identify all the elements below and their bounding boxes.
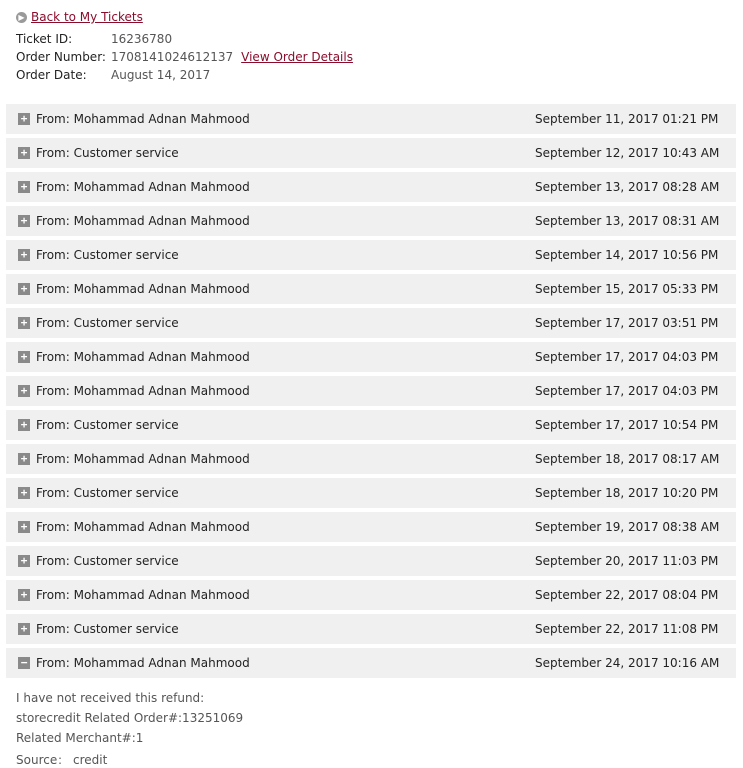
message-row[interactable] xyxy=(6,376,736,406)
message-date: September 22, 2017 08:04 PM xyxy=(535,588,719,602)
message-date: September 20, 2017 11:03 PM xyxy=(535,554,719,568)
collapse-icon[interactable]: − xyxy=(18,657,30,669)
expand-icon[interactable]: + xyxy=(18,487,30,499)
order-date-label: Order Date: xyxy=(16,68,87,82)
message-row[interactable] xyxy=(6,104,736,134)
ticket-id-row xyxy=(16,31,172,47)
message-date: September 14, 2017 10:56 PM xyxy=(535,248,719,262)
message-row[interactable] xyxy=(6,308,736,338)
expand-icon[interactable]: + xyxy=(18,385,30,397)
message-body-line: I have not received this refund: xyxy=(16,691,205,705)
view-order-details-link[interactable]: View Order Details xyxy=(241,50,353,64)
message-sender: From: Customer service xyxy=(36,418,179,432)
message-date: September 18, 2017 10:20 PM xyxy=(535,486,719,500)
expand-icon[interactable]: + xyxy=(18,351,30,363)
message-row[interactable] xyxy=(6,614,736,644)
message-row[interactable] xyxy=(6,138,736,168)
message-row[interactable] xyxy=(6,546,736,576)
expand-icon[interactable]: + xyxy=(18,113,30,125)
message-date: September 22, 2017 11:08 PM xyxy=(535,622,719,636)
expand-icon[interactable]: + xyxy=(18,623,30,635)
message-date: September 17, 2017 04:03 PM xyxy=(535,384,719,398)
message-sender: From: Mohammad Adnan Mahmood xyxy=(36,214,250,228)
expand-icon[interactable]: + xyxy=(18,453,30,465)
message-row[interactable] xyxy=(6,444,736,474)
message-sender: From: Customer service xyxy=(36,554,179,568)
message-thread xyxy=(6,104,736,682)
order-number-value: 1708141024612137 xyxy=(111,50,234,64)
expand-icon[interactable]: + xyxy=(18,589,30,601)
order-number-label: Order Number: xyxy=(16,50,106,64)
message-body-line: Source： credit xyxy=(16,753,108,767)
order-date-row xyxy=(16,67,210,83)
expand-icon[interactable]: + xyxy=(18,181,30,193)
message-sender: From: Customer service xyxy=(36,146,179,160)
expand-icon[interactable]: + xyxy=(18,555,30,567)
expand-icon[interactable]: + xyxy=(18,249,30,261)
message-row[interactable] xyxy=(6,648,736,678)
expand-icon[interactable]: + xyxy=(18,215,30,227)
message-sender: From: Customer service xyxy=(36,486,179,500)
expand-icon[interactable]: + xyxy=(18,147,30,159)
message-sender: From: Customer service xyxy=(36,248,179,262)
message-row[interactable] xyxy=(6,274,736,304)
message-date: September 19, 2017 08:38 AM xyxy=(535,520,720,534)
ticket-id-label: Ticket ID: xyxy=(16,32,73,46)
message-date: September 24, 2017 10:16 AM xyxy=(535,656,720,670)
back-to-tickets-link[interactable] xyxy=(16,10,143,24)
message-date: September 12, 2017 10:43 AM xyxy=(535,146,720,160)
message-row[interactable] xyxy=(6,512,736,542)
message-date: September 11, 2017 01:21 PM xyxy=(535,112,719,126)
message-sender: From: Customer service xyxy=(36,316,179,330)
message-body-line: Related Merchant#:1 xyxy=(16,731,144,745)
message-sender: From: Mohammad Adnan Mahmood xyxy=(36,350,250,364)
expand-icon[interactable]: + xyxy=(18,317,30,329)
message-row[interactable] xyxy=(6,478,736,508)
expand-icon[interactable]: + xyxy=(18,521,30,533)
message-row[interactable] xyxy=(6,342,736,372)
message-row[interactable] xyxy=(6,580,736,610)
expand-icon[interactable]: + xyxy=(18,419,30,431)
message-date: September 13, 2017 08:31 AM xyxy=(535,214,720,228)
message-date: September 13, 2017 08:28 AM xyxy=(535,180,720,194)
message-date: September 17, 2017 03:51 PM xyxy=(535,316,719,330)
message-row[interactable] xyxy=(6,206,736,236)
message-row[interactable] xyxy=(6,410,736,440)
back-to-tickets-label[interactable]: Back to My Tickets xyxy=(31,10,143,24)
message-date: September 15, 2017 05:33 PM xyxy=(535,282,719,296)
message-date: September 18, 2017 08:17 AM xyxy=(535,452,720,466)
message-body-line: storecredit Related Order#:13251069 xyxy=(16,711,244,725)
message-sender: From: Mohammad Adnan Mahmood xyxy=(36,520,250,534)
message-sender: From: Mohammad Adnan Mahmood xyxy=(36,180,250,194)
message-date: September 17, 2017 04:03 PM xyxy=(535,350,719,364)
message-sender: From: Mohammad Adnan Mahmood xyxy=(36,384,250,398)
order-date-value: August 14, 2017 xyxy=(111,68,211,82)
message-date: September 17, 2017 10:54 PM xyxy=(535,418,719,432)
message-row[interactable] xyxy=(6,172,736,202)
order-number-row xyxy=(16,49,353,65)
message-row[interactable] xyxy=(6,240,736,270)
message-sender: From: Customer service xyxy=(36,622,179,636)
message-sender: From: Mohammad Adnan Mahmood xyxy=(36,282,250,296)
arrow-right-icon: ▶ xyxy=(16,12,27,23)
message-sender: From: Mohammad Adnan Mahmood xyxy=(36,112,250,126)
message-sender: From: Mohammad Adnan Mahmood xyxy=(36,656,250,670)
message-sender: From: Mohammad Adnan Mahmood xyxy=(36,588,250,602)
ticket-id-value: 16236780 xyxy=(111,32,173,46)
expand-icon[interactable]: + xyxy=(18,283,30,295)
message-sender: From: Mohammad Adnan Mahmood xyxy=(36,452,250,466)
